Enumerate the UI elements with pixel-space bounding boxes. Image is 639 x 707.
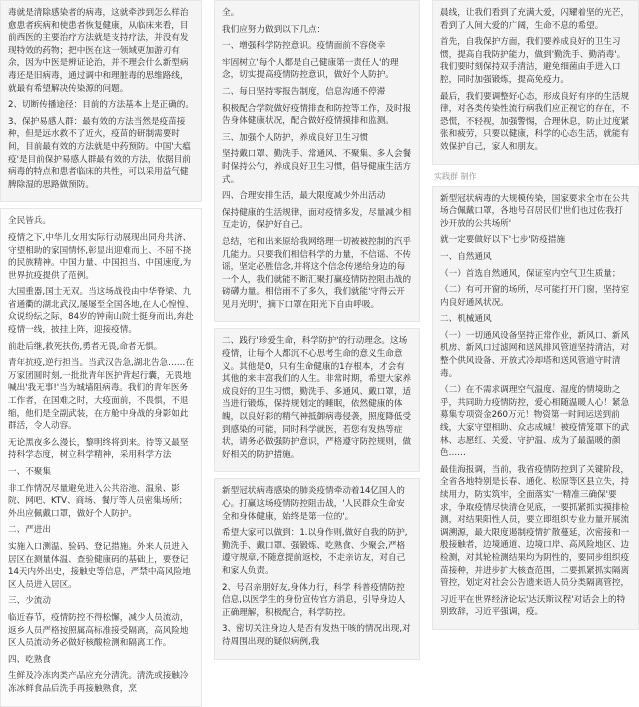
- paragraph: 青年抗疫,逆行担当。当武汉告急,湖北告急……在万家团圆时刻,一批批青年医护背起行囊，无畏地喊出'我无事!'当为城墙阻病毒。我们的青年医务工作者，在国难之时，大疫面前，不畏惧，不退缩，他们是全副武装，在方舱中身战的身影如此群活，令人动容。: [8, 358, 194, 432]
- article-card-2: [0, 208, 202, 706]
- paragraph: 实施入口测温、验码、登记措施。外来人员进入居区在测量体温、查验健康码的基础上，要登记14天内外出史，接触史等信息，严禁中高风险地区人员进入居区。: [8, 541, 191, 590]
- image-caption: 实践群 制作: [434, 171, 477, 181]
- paragraph: 四、吃熟食: [8, 654, 51, 665]
- paragraph: 三、加强个人防护，养成良好卫生习惯: [222, 132, 369, 143]
- paragraph: 2、号召亲朋好友,身体力行，科学 科普疫情防控信息,以医学生的身份宣传官方消息，引导身边人正确理解，积极配合，科学防控。: [222, 582, 406, 618]
- middle-column: [214, 0, 420, 647]
- paragraph: 二、每日坚持零报告制度，信息沟通不停滞: [222, 86, 386, 97]
- article-card-5: [214, 478, 420, 659]
- paragraph: 二、严进出: [8, 525, 51, 536]
- paragraph: 最后，我们要调整好心态，形成良好有序的生活规律，对各类传染性流行病我们应正视它的存在，不恐慌，不轻视，加强警惕，合理休息，防止过度紧张和疲劳，只要以健康，科学的心态生活，就能有效保护自己，家人和朋友。: [440, 91, 630, 152]
- paragraph: 疫情之下,中华儿女用实际行动展现出同舟共济、守望相助的家国情怀,彰显出迎难而上、不屈不挠的民族精神。中国力量、中国担当、中国速度,为世界抗疫提供了范例。: [8, 232, 192, 281]
- paragraph: （一）一切通风设备坚持正常作业，新风口、新风机房、新风口过滤网和送风排风管道坚持清洁，对整个供风设备、开放式冷却塔和送风管道守时清毒。: [440, 330, 630, 379]
- paragraph: 无论黑夜多么漫长，黎明终将到来。待等又最坚持科学态度，树立科学精神，采用科学方法: [8, 437, 189, 461]
- paragraph: 全。: [222, 8, 240, 18]
- paragraph: 3、保护易感人群：最有效的方法当然是疫苗接种，但是远水救不了近火，疫苗的研制需要时间，目前最有效的方法就是中药预防。中国'大瘟疫'是目前保护易感人群最有效的方法，依据目前病毒的特点和患者临床的共性，可以采用益气健脾除湿的思路做预防。: [8, 116, 191, 190]
- paragraph: 新型冠状病毒的大规模传染，国家要求全市在公共场合佩戴口罩，各地号召居民们'世们也过佐我打沙开放的公共场所': [440, 193, 630, 229]
- article-card-3: [214, 0, 420, 322]
- paragraph: 一、不聚集: [8, 467, 51, 477]
- article-card-7: [432, 186, 639, 630]
- right-column: [432, 0, 639, 638]
- paragraph: 积极配合学院做好疫情排查和防控等工作，及时报告身体健康状况，配合做好疫情摸排和监测。: [222, 103, 412, 127]
- paragraph: 牢固树立'每个人都是自己健康第一责任人'的理念，切实提高疫情防控意识，做好个人防护。: [222, 57, 399, 81]
- paragraph: 全民皆兵。: [8, 216, 51, 227]
- paragraph: 总结，宅和出来原给我网络理一切被被控制的汽乎几能力。只要我们相信科学的力量，不信谣、不传谣，坚定必胜信念,并将这个信念传递给身边的每一个人，我们就能不断汇聚打赢疫情防控阻击战的磅礴力量。相信雨不了多久，我们就能'守得云开见月光明'，摘下口罩在阳光下自由呼吸。: [222, 236, 412, 310]
- paragraph: 新型冠状病毒感染的肺炎疫情牵动着14亿国人的心。打赢这场疫情防控阻击战，'人民群众生命安全和身体健康，始终是第一位的'。: [222, 486, 405, 522]
- paragraph: 2、切断传播途径：目前的方法基本上是正确的。: [8, 100, 194, 111]
- paragraph: 四、合理安排生活，最大限度减少外出活动: [222, 191, 386, 202]
- paragraph: 毒就是清除感染者的病毒，这就牵涉到怎么样治愈患者疾病和使患者恢复健康，从临床来看，目前西医的主要治疗方法就是支持疗法，并没有发现特效的药物；把中医在这一领域更加游刃有余，因为中医是辨证论治，并不理会什么新型病毒还是旧病毒，通过调中和理脏毒的思维路线，就最有希望解决传染源的问题。: [8, 8, 189, 94]
- paragraph: 最佳海报调，当前，我省疫情防控到了关键阶段，全省各地特别是长春、通化、松原等区县立失，持续用力，防实筑牢，全面落实'一精准三确保'要求，争取疫情尽快清仓见底，一要抓紧抓实摸排检测，对结果阳性人员，要立即组织专业力量开展流调溯源，最大限度遏制疫情扩散蔓延，次密接和一般接触者，边境通道、边境口岸、高风险地区、边检测，对其轮检测结果均为阴性的，要同步组织疫苗接种，并进步扩大核查范围，二要抓紧抓实隔离管控，划定对社会公告遗来语人员分类隔离管控，: [440, 464, 630, 589]
- paragraph: 非工作情况尽量避免进入公共浴池、温泉、影院、网吧、KTV、商场、餐厅等人员密集场所；外出应佩戴口罩，做好个人防护。: [8, 483, 188, 519]
- paragraph: 生鲜及冷冻肉类产品应充分清洗。清洗或接触冷冻冰鲜食品后洗手再接触熟食，烹: [8, 671, 189, 694]
- paragraph: 晨线，让我们看到了充满大爱，闪耀着坚的光芒，看到了人间大爱的广阔，生命不息的希望。: [440, 8, 630, 31]
- paragraph: 一、增强科学防控意识。疫情面前不容侥幸: [222, 41, 386, 52]
- article-card-1: [0, 0, 202, 202]
- paragraph: （一）首选自然通风，保证室内空气卫生质量；: [440, 268, 621, 279]
- paragraph: 希望大家可以做到：1.以身作则,做好自我的防护,勤洗手、戴口罩、强锻炼、吃熟食、少聚会,严格遵守规章,不随意提前返校，不走亲访友，对自己和家人负责。: [222, 528, 408, 576]
- paragraph: 大国重器,国士无双。当这场战役由中华脊梁、九省通衢的湖北武汉,屡屡至全国各地,在人心惶惶、众说纷纭之际，84岁的钟南山院士挺身而出,奔赴疫情一线，披挂上阵，迎接疫情。: [8, 287, 194, 336]
- paragraph: 二、机械通风: [440, 314, 492, 325]
- paragraph: 前赴后继,救死扶伤,勇者无畏,命者无惧。: [8, 341, 163, 352]
- paragraph: 坚持戴口罩、勤洗手、常通风、不聚集、多人会餐时保持公勺，养成良好卫生习惯，倡导健康生活方式。: [222, 149, 412, 185]
- paragraph: 3、密切关注身边人是否有发热干咳的情况出现,对待周围出现的疑似病例,我: [222, 624, 411, 647]
- article-card-6: [432, 0, 639, 165]
- paragraph: 我们应努力做到以下几点：: [222, 24, 326, 35]
- article-card-4: [214, 328, 420, 472]
- paragraph: 一、自然通风: [440, 251, 492, 262]
- paragraph: 就一定要做好以下'七步'防疫措施: [440, 235, 566, 246]
- paragraph: 习近平在世界经济论坛'达沃斯议程'对话会上的特别致辞，习近平强调，疫。: [440, 594, 626, 618]
- paragraph: （二）在不需求调理空气温度、湿度的情境助之乎，共同助力疫情防控，爱心相随温暖人心！紧急募集专项资金260万元！物资第一时间运送到前线，大家守望相助、众志成城！被疫情笼罩下的武林、志愿红、关爱、守护温、成为了最温暖的颜色……: [440, 385, 630, 459]
- paragraph: 保持健康的生活规律，面对疫情多发，尽量减少相互走访，保护好自己。: [222, 207, 412, 231]
- paragraph: （二）有可开窗的场所，尽可能打开门窗，坚持室内良好通风状况。: [440, 285, 630, 308]
- left-column: [0, 0, 202, 694]
- paragraph: 三、少流动: [8, 596, 51, 607]
- paragraph: 临近春节，疫情防控不得松懈，减少人员流动，返乡人员严格按照属高标准接受隔离，高风险地区人员流动务必做好核酸检测和隔离工作。: [8, 612, 189, 649]
- paragraph: 首先，自我保护方面，我们要养成良好的卫生习惯，提高自我防护能力，做到'勤洗手、勤消毒'。我们要时刻保持双手清洁，避免细菌由手进入口腔，同时加强锻炼，提高免疫力。: [440, 37, 626, 85]
- paragraph: 二、践行'珍爱生命，科学防护'的行动理念。这场疫情，让每个人都沉不心思考生命的意义生命意义。其他是0，只有生命健康的1存根本，才会有其他的来丰富我们的人生。非常时期，希望大家养成良好的卫生习惯，勤洗手、多通风、戴口罩，适当进行锻炼，保持规划定的睡眠，依然健康的体魄，以良好彩的精气神抵御病毒侵袭，照度降低受到感染的可能，同时科学就医，若您有发热等症状，请务必做强防护意识，严格遵守防控规则，做好相关的防护措施。: [222, 336, 412, 460]
